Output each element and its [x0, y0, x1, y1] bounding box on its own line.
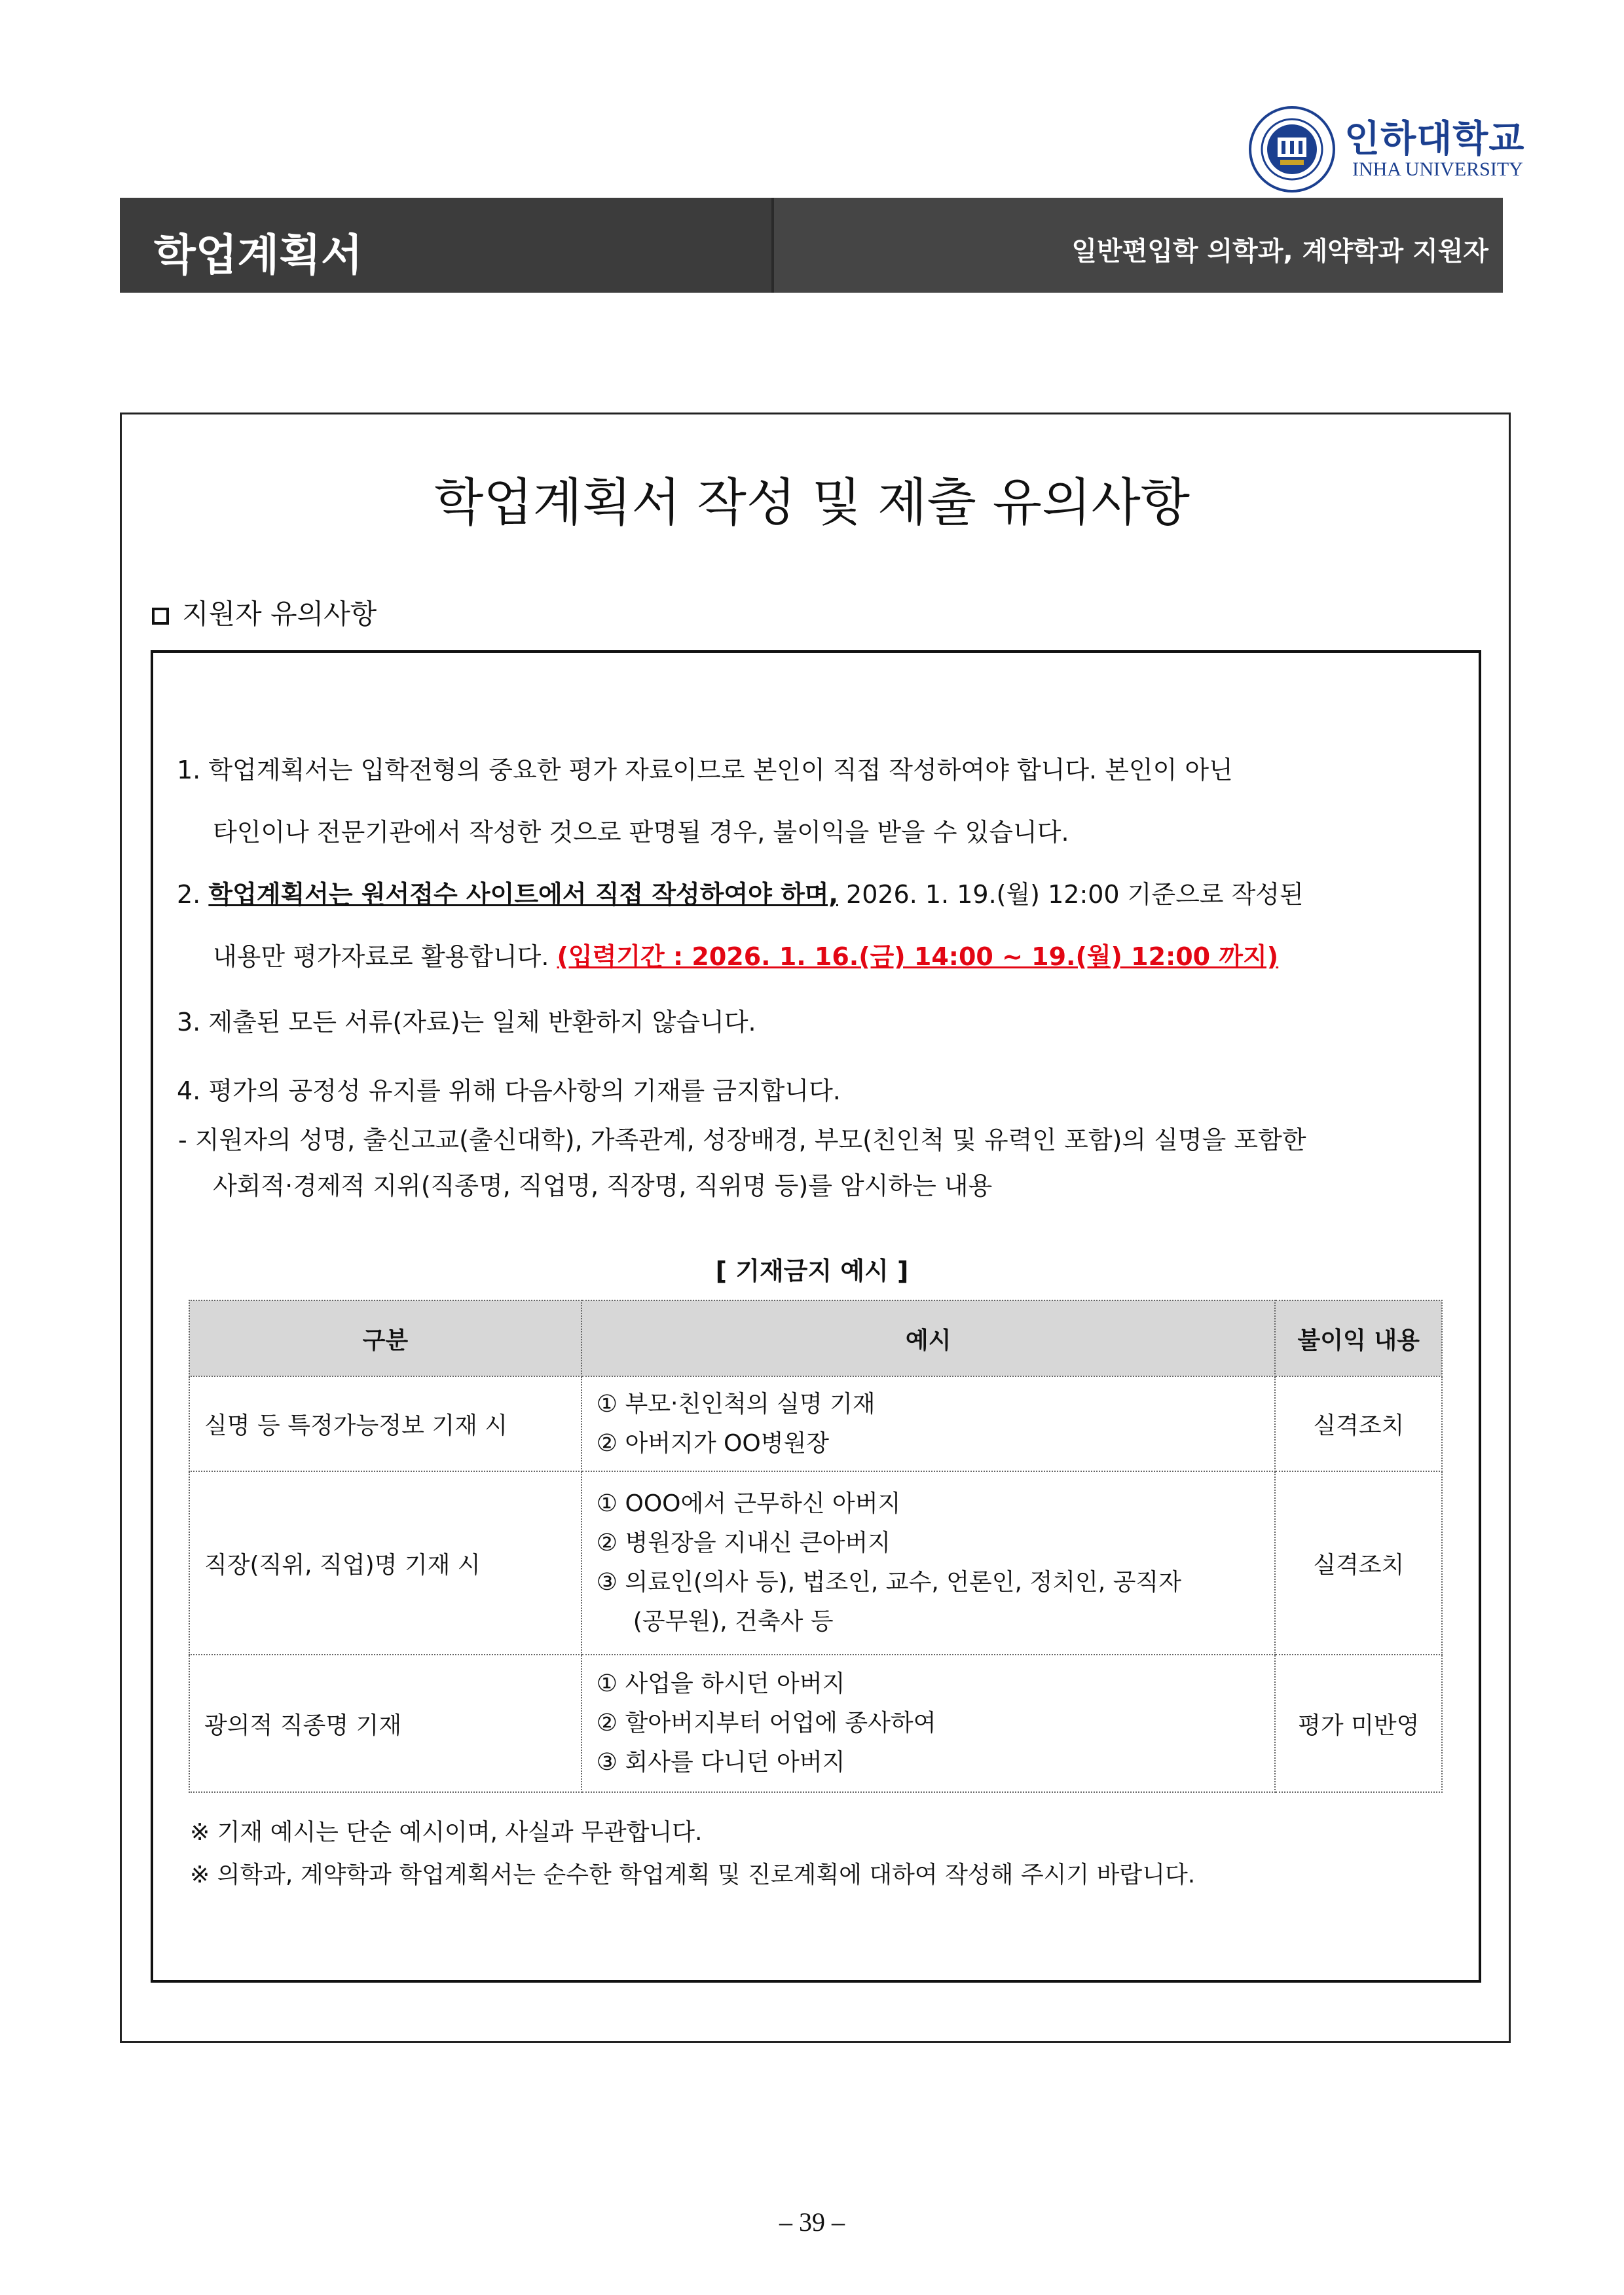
checkbox-square-icon: [152, 608, 169, 625]
item-4-detail-line-1: - 지원자의 성명, 출신고교(출신대학), 가족관계, 성장배경, 부모(친인척 및 유력인 포함)의 실명을 포함한: [178, 1126, 1306, 1154]
column-header-examples: 예시: [581, 1300, 1276, 1376]
prohibited-examples-table: [189, 1300, 1443, 1793]
header-subtitle: 일반편입학 의학과, 계약학과 지원자: [1071, 236, 1488, 266]
item-1-line-1: 1. 학업계획서는 입학전형의 중요한 평가 자료이므로 본인이 직접 작성하여야 합니다. 본인이 아닌: [177, 756, 1233, 784]
page-title: 학업계획서 작성 및 제출 유의사항: [434, 473, 1190, 532]
example-line: ① OOO에서 근무하신 아버지: [596, 1490, 901, 1517]
section-title: 지원자 유의사항: [182, 598, 377, 630]
example-line: ② 아버지가 OO병원장: [596, 1429, 830, 1457]
header-title: 학업계획서: [154, 230, 363, 280]
table-cell-penalty: 평가 미반영: [1275, 1655, 1442, 1792]
footnote: ※ 기재 예시는 단순 예시이며, 사실과 무관합니다.: [190, 1819, 703, 1846]
logo-name-english: INHA UNIVERSITY: [1352, 158, 1523, 180]
example-line: ① 사업을 하시던 아버지: [596, 1670, 845, 1697]
example-line: ② 할아버지부터 어업에 종사하여: [596, 1710, 936, 1736]
university-seal-icon: [1247, 105, 1337, 194]
header-divider: [771, 198, 774, 293]
table-cell-category: 직장(직위, 직업)명 기재 시: [189, 1471, 581, 1655]
item-1-line-2: 타인이나 전문기관에서 작성한 것으로 판명될 경우, 불이익을 받을 수 있습니다.: [213, 818, 1069, 847]
logo-name-korean: 인하대학교: [1344, 118, 1525, 160]
example-line: ③ 의료인(의사 등), 법조인, 교수, 언론인, 정치인, 공직자: [596, 1569, 1181, 1596]
example-line-continued: (공무원), 건축사 등: [633, 1608, 834, 1635]
table-cell-category: 실명 등 특정가능정보 기재 시: [189, 1376, 581, 1471]
table-cell-examples: [581, 1376, 1276, 1471]
header-bar: [120, 198, 1503, 293]
table-cell-examples: [581, 1471, 1276, 1655]
item-4: 4. 평가의 공정성 유지를 위해 다음사항의 기재를 금지합니다.: [177, 1076, 841, 1105]
footnote: ※ 의학과, 계약학과 학업계획서는 순수한 학업계획 및 진로계획에 대하여 작성해 주시기 바랍니다.: [190, 1862, 1196, 1888]
example-line: ③ 회사를 다니던 아버지: [596, 1749, 845, 1776]
table-row: [189, 1655, 1442, 1792]
table-row: [189, 1376, 1442, 1471]
section-heading: [152, 593, 377, 632]
item-3: 3. 제출된 모든 서류(자료)는 일체 반환하지 않습니다.: [177, 1008, 756, 1037]
table-cell-category: 광의적 직종명 기재: [189, 1655, 581, 1792]
table-cell-penalty: 실격조치: [1275, 1376, 1442, 1471]
table-cell-penalty: 실격조치: [1275, 1471, 1442, 1655]
item-2-emphasis: 학업계획서는 원서접수 사이트에서 직접 작성하여야 하며,: [208, 880, 838, 909]
table-cell-examples: [581, 1655, 1276, 1792]
example-line: ② 병원장을 지내신 큰아버지: [596, 1530, 891, 1556]
example-line: ① 부모‧친인척의 실명 기재: [596, 1390, 876, 1418]
university-logo: [1247, 105, 1536, 196]
table-caption: [ 기재금지 예시 ]: [715, 1257, 909, 1285]
item-2-line-2: [213, 936, 1278, 972]
item-2-line-1: [177, 874, 1304, 910]
column-header-category: 구분: [189, 1300, 581, 1376]
item-2-line-2-text: 내용만 평가자료로 활용합니다.: [213, 942, 557, 971]
table-row: [189, 1471, 1442, 1655]
item-4-detail-line-2: 사회적·경제적 지위(직종명, 직업명, 직장명, 직위명 등)를 암시하는 내용: [213, 1171, 993, 1200]
column-header-penalty: 불이익 내용: [1275, 1300, 1442, 1376]
item-2-number: 2.: [177, 880, 201, 909]
item-2-rest: 2026. 1. 19.(월) 12:00 기준으로 작성된: [838, 880, 1304, 909]
input-period-notice: (입력기간 : 2026. 1. 16.(금) 14:00 ~ 19.(월) 12:00 까지): [557, 942, 1279, 971]
table-header-row: [189, 1300, 1442, 1376]
page-number: – 39 –: [779, 2207, 845, 2237]
